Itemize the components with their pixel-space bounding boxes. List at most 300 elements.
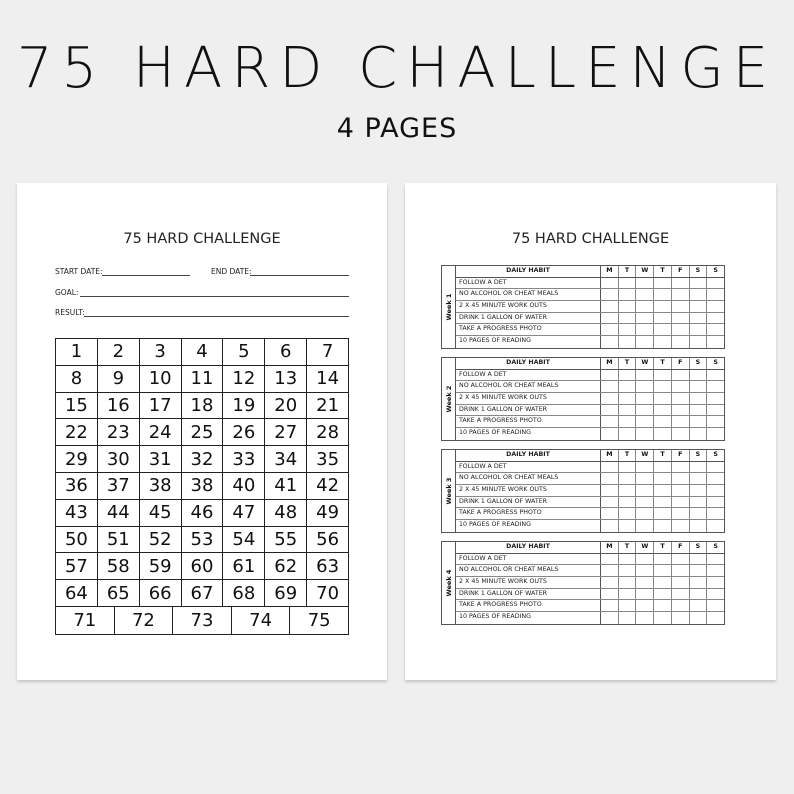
habit-checkbox-cell[interactable] bbox=[707, 600, 724, 611]
day-number-cell[interactable]: 50 bbox=[56, 527, 98, 553]
habit-checkbox-cell[interactable] bbox=[672, 520, 690, 532]
habit-checkbox-cell[interactable] bbox=[601, 485, 619, 496]
habit-checkbox-cell[interactable] bbox=[619, 462, 637, 473]
habit-checkbox-cell[interactable] bbox=[672, 485, 690, 496]
day-number-cell[interactable]: 10 bbox=[140, 366, 182, 392]
number-row bbox=[56, 419, 348, 446]
habit-checkbox-cell[interactable] bbox=[707, 370, 724, 381]
habit-row bbox=[456, 289, 724, 301]
habit-checkbox-cell[interactable] bbox=[654, 612, 672, 624]
habit-checkbox-cell[interactable] bbox=[601, 324, 619, 335]
habit-checkbox-cell[interactable] bbox=[690, 381, 708, 392]
habit-checkbox-cell[interactable] bbox=[707, 289, 724, 300]
habit-checkbox-cell[interactable] bbox=[654, 370, 672, 381]
day-number-cell[interactable]: 57 bbox=[56, 553, 98, 579]
habit-checkbox-cell[interactable] bbox=[636, 497, 654, 508]
habit-row bbox=[456, 370, 724, 382]
habit-checkbox-cell[interactable] bbox=[707, 381, 724, 392]
habit-checkbox-cell[interactable] bbox=[690, 393, 708, 404]
habit-checkbox-cell[interactable] bbox=[619, 393, 637, 404]
habit-checkbox-cell[interactable] bbox=[601, 473, 619, 484]
habit-checkbox-cell[interactable] bbox=[636, 301, 654, 312]
habit-checkbox-cell[interactable] bbox=[654, 600, 672, 611]
habit-checkbox-cell[interactable] bbox=[672, 612, 690, 624]
habit-checkbox-cell[interactable] bbox=[619, 600, 637, 611]
habit-checkbox-cell[interactable] bbox=[707, 416, 724, 427]
day-number-cell[interactable]: 42 bbox=[316, 475, 340, 497]
habit-checkbox-cell[interactable] bbox=[601, 520, 619, 532]
week-label: Week 4 bbox=[444, 569, 453, 597]
habit-checkbox-cell[interactable] bbox=[636, 289, 654, 300]
habit-checkbox-cell[interactable] bbox=[707, 589, 724, 600]
habit-checkbox-cell[interactable] bbox=[636, 485, 654, 496]
day-number-cell[interactable]: 12 bbox=[223, 366, 265, 392]
habit-checkbox-cell[interactable] bbox=[636, 278, 654, 289]
day-number-cell[interactable]: 72 bbox=[115, 607, 174, 634]
habit-label: NO ALCOHOL OR CHEAT MEALS bbox=[456, 565, 601, 576]
habit-checkbox-cell[interactable] bbox=[619, 565, 637, 576]
habit-checkbox-cell[interactable] bbox=[619, 473, 637, 484]
habit-checkbox-cell[interactable] bbox=[672, 381, 690, 392]
day-header: F bbox=[672, 450, 690, 461]
habit-checkbox-cell[interactable] bbox=[601, 508, 619, 519]
day-number-cell[interactable]: 69 bbox=[265, 580, 307, 606]
habit-checkbox-cell[interactable] bbox=[672, 462, 690, 473]
habit-checkbox-cell[interactable] bbox=[672, 289, 690, 300]
day-number-cell[interactable]: 41 bbox=[265, 473, 307, 499]
habit-checkbox-cell[interactable] bbox=[636, 405, 654, 416]
habit-checkbox-cell[interactable] bbox=[619, 612, 637, 624]
habit-checkbox-cell[interactable] bbox=[619, 554, 637, 565]
number-row bbox=[56, 339, 348, 366]
habit-checkbox-cell[interactable] bbox=[690, 565, 708, 576]
habit-checkbox-cell[interactable] bbox=[654, 485, 672, 496]
day-number-cell[interactable]: 8 bbox=[56, 366, 98, 392]
habit-checkbox-cell[interactable] bbox=[654, 508, 672, 519]
day-number-cell[interactable]: 33 bbox=[223, 446, 265, 472]
habit-checkbox-cell[interactable] bbox=[672, 428, 690, 440]
day-number-cell[interactable]: 68 bbox=[223, 580, 265, 606]
day-number-cell[interactable]: 67 bbox=[182, 580, 224, 606]
habit-checkbox-cell[interactable] bbox=[672, 278, 690, 289]
habit-checkbox-cell[interactable] bbox=[707, 428, 724, 440]
habit-checkbox-cell[interactable] bbox=[636, 370, 654, 381]
habit-checkbox-cell[interactable] bbox=[672, 393, 690, 404]
habit-row bbox=[456, 565, 724, 577]
habit-checkbox-cell[interactable] bbox=[601, 577, 619, 588]
day-number-cell[interactable]: 53 bbox=[182, 527, 224, 553]
day-number-cell[interactable]: 34 bbox=[265, 446, 307, 472]
habit-checkbox-cell[interactable] bbox=[672, 554, 690, 565]
week-table bbox=[441, 541, 725, 625]
habit-checkbox-cell[interactable] bbox=[707, 393, 724, 404]
day-number-cell[interactable]: 51 bbox=[98, 527, 140, 553]
habit-checkbox-cell[interactable] bbox=[601, 428, 619, 440]
day-number-cell[interactable]: 43 bbox=[56, 500, 98, 526]
day-number-cell[interactable]: 40 bbox=[223, 473, 265, 499]
habit-checkbox-cell[interactable] bbox=[707, 313, 724, 324]
habit-checkbox-cell[interactable] bbox=[601, 497, 619, 508]
habit-checkbox-cell[interactable] bbox=[707, 565, 724, 576]
result-field[interactable] bbox=[84, 316, 349, 317]
week-label-column bbox=[442, 450, 456, 532]
habit-checkbox-cell[interactable] bbox=[601, 565, 619, 576]
habit-checkbox-cell[interactable] bbox=[654, 416, 672, 427]
day-number-cell[interactable]: 61 bbox=[223, 553, 265, 579]
main-title: 75 HARD CHALLENGE bbox=[16, 36, 778, 101]
habit-row bbox=[456, 485, 724, 497]
day-number-cell[interactable]: 65 bbox=[98, 580, 140, 606]
day-number-cell[interactable]: 44 bbox=[98, 500, 140, 526]
day-header: T bbox=[619, 266, 637, 277]
habit-checkbox-cell[interactable] bbox=[690, 428, 708, 440]
habit-checkbox-cell[interactable] bbox=[690, 485, 708, 496]
habit-checkbox-cell[interactable] bbox=[619, 278, 637, 289]
day-header: S bbox=[690, 266, 708, 277]
habit-checkbox-cell[interactable] bbox=[654, 313, 672, 324]
habit-checkbox-cell[interactable] bbox=[654, 473, 672, 484]
day-number-cell[interactable]: 45 bbox=[140, 500, 182, 526]
habit-checkbox-cell[interactable] bbox=[601, 301, 619, 312]
habit-checkbox-cell[interactable] bbox=[654, 393, 672, 404]
day-header: T bbox=[619, 450, 637, 461]
habit-checkbox-cell[interactable] bbox=[672, 324, 690, 335]
day-number-cell[interactable]: 59 bbox=[140, 553, 182, 579]
habit-checkbox-cell[interactable] bbox=[690, 416, 708, 427]
day-number-cell[interactable]: 25 bbox=[182, 419, 224, 445]
habit-checkbox-cell[interactable] bbox=[601, 313, 619, 324]
habit-label: FOLLOW A DET bbox=[456, 278, 601, 289]
day-number-cell[interactable]: 19 bbox=[223, 393, 265, 419]
end-date-field[interactable] bbox=[250, 275, 349, 276]
habit-row bbox=[456, 313, 724, 325]
day-number-cell[interactable]: 20 bbox=[265, 393, 307, 419]
habit-label: NO ALCOHOL OR CHEAT MEALS bbox=[456, 289, 601, 300]
habit-checkbox-cell[interactable] bbox=[619, 289, 637, 300]
habit-checkbox-cell[interactable] bbox=[690, 508, 708, 519]
habit-checkbox-cell[interactable] bbox=[654, 289, 672, 300]
habit-checkbox-cell[interactable] bbox=[707, 336, 724, 348]
week-label-column bbox=[442, 542, 456, 624]
number-row bbox=[56, 366, 348, 393]
habit-checkbox-cell[interactable] bbox=[690, 462, 708, 473]
habit-checkbox-cell[interactable] bbox=[636, 600, 654, 611]
habit-checkbox-cell[interactable] bbox=[601, 393, 619, 404]
habit-row bbox=[456, 508, 724, 520]
habit-checkbox-cell[interactable] bbox=[707, 520, 724, 532]
day-number-cell[interactable]: 17 bbox=[140, 393, 182, 419]
habit-row bbox=[456, 278, 724, 290]
day-header: T bbox=[654, 450, 672, 461]
day-number-cell[interactable]: 47 bbox=[223, 500, 265, 526]
daily-habit-header: DAILY HABIT bbox=[456, 450, 601, 461]
day-header: S bbox=[713, 451, 718, 458]
habit-row bbox=[456, 577, 724, 589]
habit-checkbox-cell[interactable] bbox=[601, 381, 619, 392]
day-number-cell[interactable]: 6 bbox=[265, 339, 307, 365]
habit-checkbox-cell[interactable] bbox=[690, 577, 708, 588]
habit-checkbox-cell[interactable] bbox=[601, 289, 619, 300]
habit-checkbox-cell[interactable] bbox=[654, 462, 672, 473]
habit-checkbox-cell[interactable] bbox=[654, 324, 672, 335]
habit-checkbox-cell[interactable] bbox=[690, 336, 708, 348]
habit-checkbox-cell[interactable] bbox=[636, 473, 654, 484]
day-number-cell[interactable]: 11 bbox=[182, 366, 224, 392]
day-number-cell[interactable]: 1 bbox=[56, 339, 98, 365]
result-label: RESULT: bbox=[55, 308, 85, 317]
habit-checkbox-cell[interactable] bbox=[636, 336, 654, 348]
habit-checkbox-cell[interactable] bbox=[636, 554, 654, 565]
day-number-cell[interactable]: 7 bbox=[321, 341, 334, 363]
habit-checkbox-cell[interactable] bbox=[690, 612, 708, 624]
number-row bbox=[56, 393, 348, 420]
day-number-cell[interactable]: 28 bbox=[316, 421, 340, 443]
habit-checkbox-cell[interactable] bbox=[636, 520, 654, 532]
habit-checkbox-cell[interactable] bbox=[707, 508, 724, 519]
habit-label: DRINK 1 GALLON OF WATER bbox=[456, 589, 601, 600]
habit-checkbox-cell[interactable] bbox=[636, 324, 654, 335]
start-date-field[interactable] bbox=[102, 275, 190, 276]
day-number-cell[interactable]: 31 bbox=[140, 446, 182, 472]
habit-checkbox-cell[interactable] bbox=[619, 381, 637, 392]
habit-checkbox-cell[interactable] bbox=[672, 473, 690, 484]
habit-checkbox-cell[interactable] bbox=[619, 370, 637, 381]
day-number-cell[interactable]: 23 bbox=[98, 419, 140, 445]
day-number-cell[interactable]: 18 bbox=[182, 393, 224, 419]
habit-checkbox-cell[interactable] bbox=[601, 462, 619, 473]
day-number-cell[interactable]: 32 bbox=[182, 446, 224, 472]
day-header: M bbox=[601, 542, 619, 553]
habit-checkbox-cell[interactable] bbox=[672, 497, 690, 508]
habit-checkbox-cell[interactable] bbox=[672, 600, 690, 611]
habit-checkbox-cell[interactable] bbox=[601, 370, 619, 381]
habit-checkbox-cell[interactable] bbox=[690, 278, 708, 289]
day-number-cell[interactable]: 14 bbox=[316, 368, 340, 390]
day-number-cell[interactable]: 60 bbox=[182, 553, 224, 579]
day-number-cell[interactable]: 22 bbox=[56, 419, 98, 445]
day-number-cell[interactable]: 37 bbox=[98, 473, 140, 499]
day-number-cell[interactable]: 9 bbox=[98, 366, 140, 392]
habit-checkbox-cell[interactable] bbox=[619, 497, 637, 508]
habit-checkbox-cell[interactable] bbox=[690, 473, 708, 484]
number-row bbox=[56, 500, 348, 527]
habit-checkbox-cell[interactable] bbox=[601, 416, 619, 427]
habit-checkbox-cell[interactable] bbox=[601, 336, 619, 348]
habit-checkbox-cell[interactable] bbox=[619, 324, 637, 335]
day-number-cell[interactable]: 21 bbox=[316, 394, 340, 416]
habit-checkbox-cell[interactable] bbox=[636, 577, 654, 588]
habit-checkbox-cell[interactable] bbox=[672, 565, 690, 576]
day-number-cell[interactable]: 4 bbox=[182, 339, 224, 365]
habit-checkbox-cell[interactable] bbox=[654, 589, 672, 600]
habit-checkbox-cell[interactable] bbox=[672, 370, 690, 381]
habit-checkbox-cell[interactable] bbox=[707, 485, 724, 496]
habit-checkbox-cell[interactable] bbox=[654, 497, 672, 508]
habit-checkbox-cell[interactable] bbox=[654, 301, 672, 312]
habit-checkbox-cell[interactable] bbox=[636, 313, 654, 324]
number-row bbox=[56, 527, 348, 554]
day-header: W bbox=[636, 266, 654, 277]
day-number-cell[interactable]: 74 bbox=[232, 607, 291, 634]
habit-checkbox-cell[interactable] bbox=[619, 428, 637, 440]
day-number-cell[interactable]: 26 bbox=[223, 419, 265, 445]
habit-checkbox-cell[interactable] bbox=[619, 520, 637, 532]
habit-checkbox-cell[interactable] bbox=[707, 473, 724, 484]
habit-checkbox-cell[interactable] bbox=[654, 336, 672, 348]
habit-checkbox-cell[interactable] bbox=[636, 381, 654, 392]
habit-checkbox-cell[interactable] bbox=[601, 612, 619, 624]
habit-checkbox-cell[interactable] bbox=[601, 589, 619, 600]
day-number-cell[interactable]: 58 bbox=[98, 553, 140, 579]
habit-checkbox-cell[interactable] bbox=[690, 520, 708, 532]
habit-checkbox-cell[interactable] bbox=[707, 405, 724, 416]
habit-checkbox-cell[interactable] bbox=[619, 405, 637, 416]
day-header: T bbox=[654, 358, 672, 369]
habit-checkbox-cell[interactable] bbox=[690, 301, 708, 312]
habit-checkbox-cell[interactable] bbox=[619, 508, 637, 519]
habit-label: 2 X 45 MINUTE WORK OUTS bbox=[456, 577, 601, 588]
habit-checkbox-cell[interactable] bbox=[636, 393, 654, 404]
habit-checkbox-cell[interactable] bbox=[690, 289, 708, 300]
habit-checkbox-cell[interactable] bbox=[690, 589, 708, 600]
day-number-cell[interactable]: 35 bbox=[316, 448, 340, 470]
habit-checkbox-cell[interactable] bbox=[654, 565, 672, 576]
subtitle: 4 PAGES bbox=[336, 113, 458, 144]
habit-checkbox-cell[interactable] bbox=[690, 324, 708, 335]
habit-checkbox-cell[interactable] bbox=[690, 313, 708, 324]
habit-checkbox-cell[interactable] bbox=[707, 278, 724, 289]
habit-checkbox-cell[interactable] bbox=[707, 497, 724, 508]
day-number-cell[interactable]: 13 bbox=[265, 366, 307, 392]
habit-checkbox-cell[interactable] bbox=[619, 416, 637, 427]
habit-checkbox-cell[interactable] bbox=[619, 577, 637, 588]
habit-row bbox=[456, 497, 724, 509]
day-number-cell[interactable]: 56 bbox=[316, 528, 340, 550]
habit-checkbox-cell[interactable] bbox=[654, 577, 672, 588]
habit-checkbox-cell[interactable] bbox=[672, 577, 690, 588]
day-number-cell[interactable]: 48 bbox=[265, 500, 307, 526]
habit-checkbox-cell[interactable] bbox=[690, 600, 708, 611]
habit-checkbox-cell[interactable] bbox=[636, 589, 654, 600]
habit-checkbox-cell[interactable] bbox=[672, 508, 690, 519]
habit-label: 2 X 45 MINUTE WORK OUTS bbox=[456, 485, 601, 496]
habit-checkbox-cell[interactable] bbox=[636, 508, 654, 519]
day-header: W bbox=[636, 358, 654, 369]
habit-page-title: 75 HARD CHALLENGE bbox=[511, 231, 670, 247]
daily-habit-header: DAILY HABIT bbox=[456, 542, 601, 553]
habit-checkbox-cell[interactable] bbox=[601, 600, 619, 611]
habit-checkbox-cell[interactable] bbox=[636, 428, 654, 440]
day-number-cell[interactable]: 24 bbox=[140, 419, 182, 445]
habit-checkbox-cell[interactable] bbox=[707, 554, 724, 565]
habit-checkbox-cell[interactable] bbox=[619, 336, 637, 348]
number-row bbox=[56, 607, 348, 634]
habit-checkbox-cell[interactable] bbox=[672, 336, 690, 348]
day-header: M bbox=[601, 266, 619, 277]
habit-checkbox-cell[interactable] bbox=[619, 485, 637, 496]
habit-checkbox-cell[interactable] bbox=[707, 462, 724, 473]
habit-checkbox-cell[interactable] bbox=[654, 554, 672, 565]
day-number-cell[interactable]: 2 bbox=[98, 339, 140, 365]
habit-checkbox-cell[interactable] bbox=[654, 405, 672, 416]
habit-checkbox-cell[interactable] bbox=[672, 416, 690, 427]
habit-checkbox-cell[interactable] bbox=[601, 405, 619, 416]
week-label: Week 3 bbox=[444, 477, 453, 505]
habit-checkbox-cell[interactable] bbox=[654, 381, 672, 392]
habit-checkbox-cell[interactable] bbox=[636, 612, 654, 624]
day-number-cell[interactable]: 36 bbox=[56, 473, 98, 499]
day-number-cell[interactable]: 55 bbox=[265, 527, 307, 553]
habit-row bbox=[456, 589, 724, 601]
habit-label: TAKE A PROGRESS PHOTO bbox=[456, 324, 601, 335]
habit-label: DRINK 1 GALLON OF WATER bbox=[456, 313, 601, 324]
habit-checkbox-cell[interactable] bbox=[654, 520, 672, 532]
habit-checkbox-cell[interactable] bbox=[672, 301, 690, 312]
day-number-cell[interactable]: 75 bbox=[307, 609, 331, 631]
habit-checkbox-cell[interactable] bbox=[690, 405, 708, 416]
day-number-cell[interactable]: 16 bbox=[98, 393, 140, 419]
habit-checkbox-cell[interactable] bbox=[672, 405, 690, 416]
habit-checkbox-cell[interactable] bbox=[619, 301, 637, 312]
day-number-cell[interactable]: 52 bbox=[140, 527, 182, 553]
day-header: F bbox=[672, 542, 690, 553]
habit-checkbox-cell[interactable] bbox=[654, 278, 672, 289]
day-number-cell[interactable]: 38 bbox=[140, 473, 182, 499]
goal-field[interactable] bbox=[80, 296, 349, 297]
day-number-cell[interactable]: 71 bbox=[56, 607, 115, 634]
habit-checkbox-cell[interactable] bbox=[601, 554, 619, 565]
habit-checkbox-cell[interactable] bbox=[672, 313, 690, 324]
habit-checkbox-cell[interactable] bbox=[707, 612, 724, 624]
habit-checkbox-cell[interactable] bbox=[690, 370, 708, 381]
habit-row bbox=[456, 416, 724, 428]
day-number-cell[interactable]: 70 bbox=[316, 582, 340, 604]
day-number-cell[interactable]: 29 bbox=[56, 446, 98, 472]
habit-checkbox-cell[interactable] bbox=[707, 577, 724, 588]
day-number-cell[interactable]: 49 bbox=[316, 502, 340, 524]
habit-checkbox-cell[interactable] bbox=[619, 313, 637, 324]
habit-checkbox-cell[interactable] bbox=[672, 589, 690, 600]
day-number-cell[interactable]: 73 bbox=[173, 607, 232, 634]
day-number-cell[interactable]: 63 bbox=[316, 555, 340, 577]
habit-label: 2 X 45 MINUTE WORK OUTS bbox=[456, 301, 601, 312]
day-number-cell[interactable]: 27 bbox=[265, 419, 307, 445]
habit-row bbox=[456, 554, 724, 566]
day-number-cell[interactable]: 62 bbox=[265, 553, 307, 579]
day-number-cell[interactable]: 30 bbox=[98, 446, 140, 472]
habit-checkbox-cell[interactable] bbox=[690, 497, 708, 508]
day-number-cell[interactable]: 5 bbox=[223, 339, 265, 365]
day-header: S bbox=[713, 267, 718, 274]
day-number-cell[interactable]: 64 bbox=[56, 580, 98, 606]
day-number-cell[interactable]: 3 bbox=[140, 339, 182, 365]
day-header: S bbox=[690, 450, 708, 461]
habit-checkbox-cell[interactable] bbox=[707, 324, 724, 335]
habit-checkbox-cell[interactable] bbox=[707, 301, 724, 312]
habit-checkbox-cell[interactable] bbox=[636, 565, 654, 576]
habit-checkbox-cell[interactable] bbox=[619, 589, 637, 600]
day-number-cell[interactable]: 38 bbox=[182, 473, 224, 499]
habit-checkbox-cell[interactable] bbox=[601, 278, 619, 289]
habit-checkbox-cell[interactable] bbox=[654, 428, 672, 440]
day-number-cell[interactable]: 54 bbox=[223, 527, 265, 553]
habit-checkbox-cell[interactable] bbox=[636, 416, 654, 427]
day-number-cell[interactable]: 15 bbox=[56, 393, 98, 419]
habit-checkbox-cell[interactable] bbox=[690, 554, 708, 565]
day-number-cell[interactable]: 66 bbox=[140, 580, 182, 606]
day-number-cell[interactable]: 46 bbox=[182, 500, 224, 526]
habit-checkbox-cell[interactable] bbox=[636, 462, 654, 473]
